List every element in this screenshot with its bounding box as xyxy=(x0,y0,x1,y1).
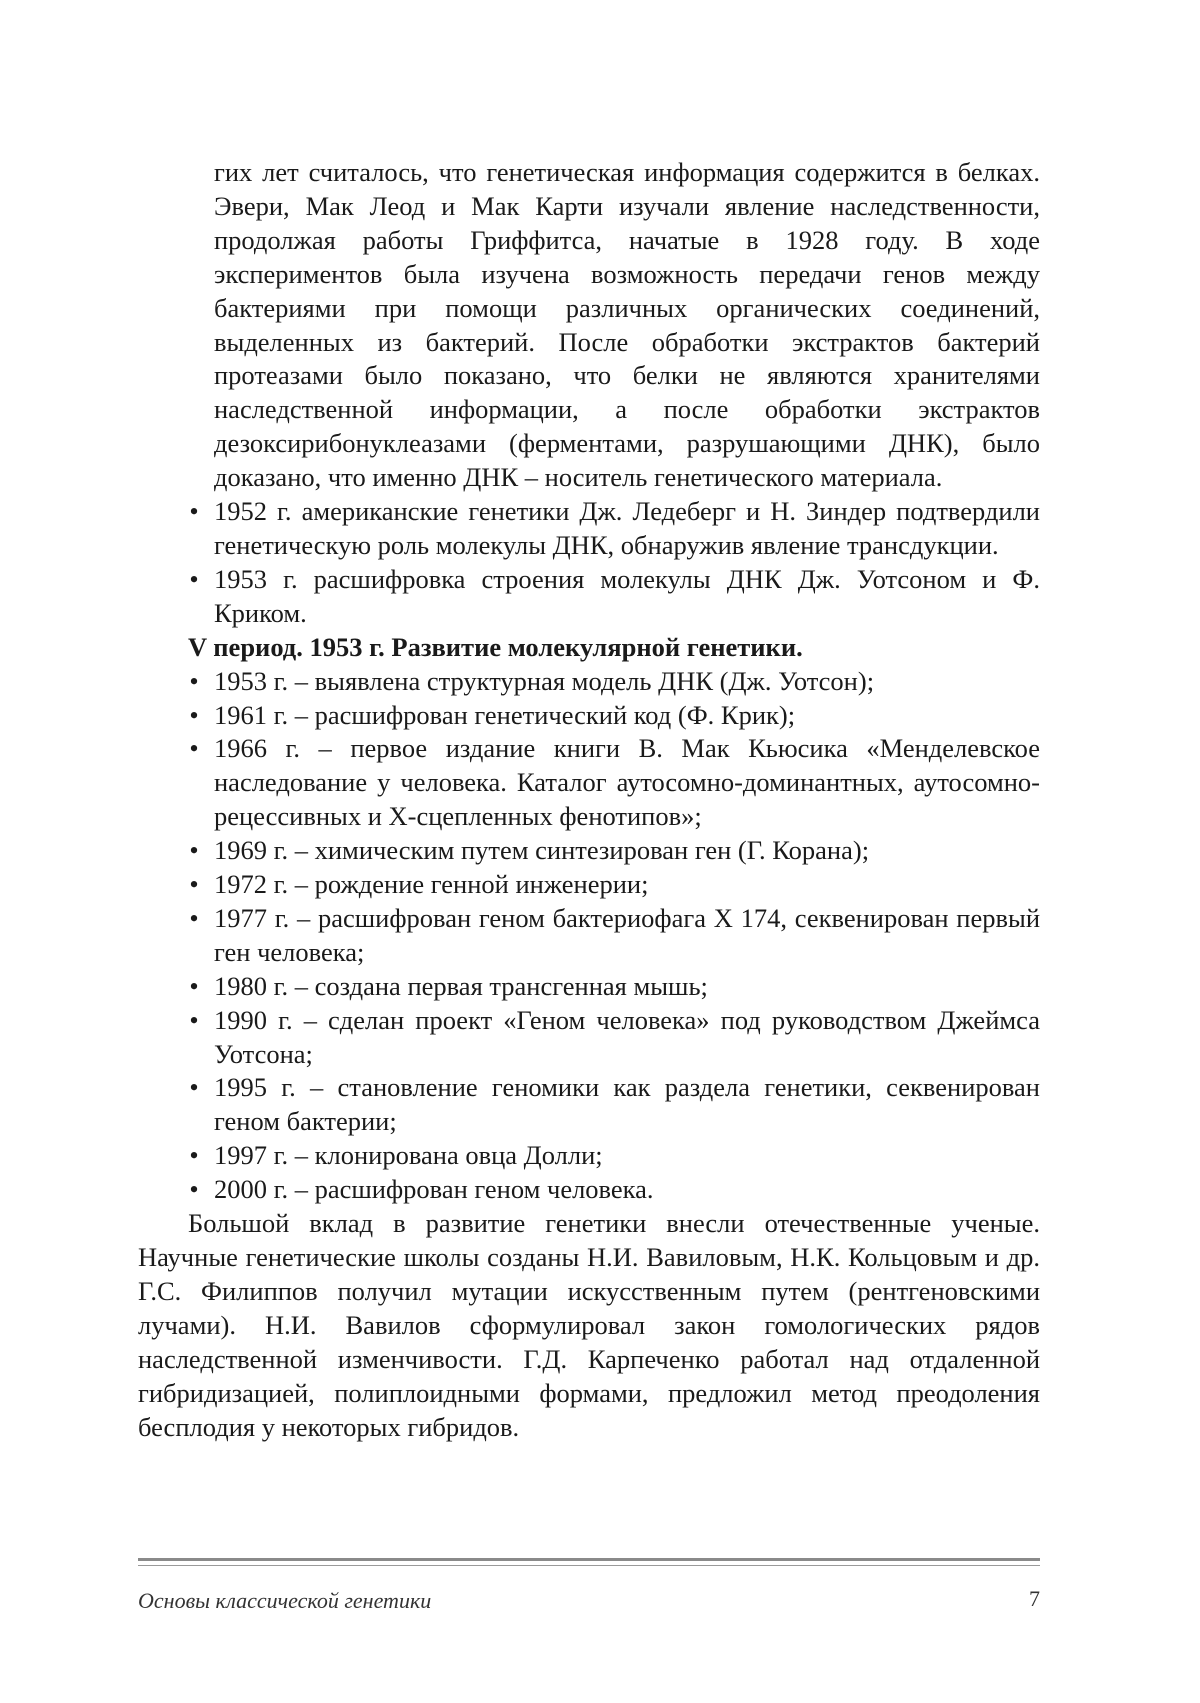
bullet-icon: • xyxy=(189,1140,199,1171)
page-body xyxy=(138,156,1040,1444)
list-item: • 1997 г. – клонирована овца Долли; xyxy=(138,1139,1040,1173)
running-footer-title: Основы классической генетики xyxy=(138,1588,432,1613)
list-item: • 1977 г. – расшифрован геном бактериофага Х 174, секвенирован первый ген человека; xyxy=(138,902,1040,970)
bullet-icon: • xyxy=(189,1072,199,1103)
bullet-icon: • xyxy=(189,733,199,764)
list-item: • 1980 г. – создана первая трансгенная мышь; xyxy=(138,970,1040,1004)
bullet-icon: • xyxy=(189,563,199,594)
footer-divider-thin xyxy=(138,1565,1040,1566)
list-item: • 1972 г. – рождение генной инженерии; xyxy=(138,868,1040,902)
bullet-icon: • xyxy=(189,1004,199,1035)
list-item: • 1966 г. – первое издание книги В. Мак Кьюсика «Менделевское наследование у человека. Каталог аутосомно-доминантных, аутосомно-рецессивных и Х-сцепленных фенотипов»; xyxy=(138,732,1040,834)
list-item: • 1953 г. – выявлена структурная модель ДНК (Дж. Уотсон); xyxy=(138,665,1040,699)
bullet-icon: • xyxy=(189,496,199,527)
list-item: • 2000 г. – расшифрован геном человека. xyxy=(138,1173,1040,1207)
list-item: • 1995 г. – становление геномики как раздела генетики, секвенирован геном бактерии; xyxy=(138,1071,1040,1139)
intro-paragraph: гих лет считалось, что генетическая информация содержится в белках. Эвери, Мак Леод и Мак Карти изучали явление наследственности, продолжая работы Гриффитса, начатые в 1928 году. В ходе экспериментов была изучена возможность передачи генов между бактериями при помощи различных органических соединений, выделенных из бактерий. После обработки экстрактов бактерий протеазами было показано, что белки не являются хранителями наследственной информации, а после обработки экстрактов дезоксирибонуклеазами (ферментами, разрушающими ДНК), было доказано, что именно ДНК – носитель генетического материала. xyxy=(214,157,1040,493)
bullet-icon: • xyxy=(189,835,199,866)
bullet-icon: • xyxy=(189,970,199,1001)
bullet-icon: • xyxy=(189,902,199,933)
period-heading: V период. 1953 г. Развитие молекулярной генетики. xyxy=(188,631,803,662)
list-item: • 1952 г. американские генетики Дж. Ледеберг и Н. Зиндер подтвердили генетическую роль молекулы ДНК, обнаружив явление трансдукции. xyxy=(138,495,1040,563)
bullet-icon: • xyxy=(189,1174,199,1205)
bullet-icon: • xyxy=(189,665,199,696)
bullet-icon: • xyxy=(189,869,199,900)
page-number: 7 xyxy=(1029,1586,1040,1611)
list-item: • 1961 г. – расшифрован генетический код (Ф. Крик); xyxy=(138,699,1040,733)
list-item: • 1969 г. – химическим путем синтезирован ген (Г. Корана); xyxy=(138,834,1040,868)
bullet-list-a xyxy=(138,495,1040,631)
list-item: • 1953 г. расшифровка строения молекулы ДНК Дж. Уотсоном и Ф. Криком. xyxy=(138,563,1040,631)
list-item: • 1990 г. – сделан проект «Геном человека» под руководством Джеймса Уотсона; xyxy=(138,1004,1040,1072)
bullet-list-b xyxy=(138,665,1040,1208)
bullet-icon: • xyxy=(189,699,199,730)
closing-paragraph: Большой вклад в развитие генетики внесли отечественные ученые. Научные генетические школы созданы Н.И. Вавиловым, Н.К. Кольцовым и др. Г.С. Филиппов получил мутации искусственным путем (рентгеновскими лучами). Н.И. Вавилов сформулировал закон гомологических рядов наследственной изменчивости. Г.Д. Карпеченко работал над отдаленной гибридизацией, полиплоидными формами, предложил метод преодоления бесплодия у некоторых гибридов. xyxy=(138,1208,1040,1442)
footer-divider xyxy=(138,1558,1040,1561)
